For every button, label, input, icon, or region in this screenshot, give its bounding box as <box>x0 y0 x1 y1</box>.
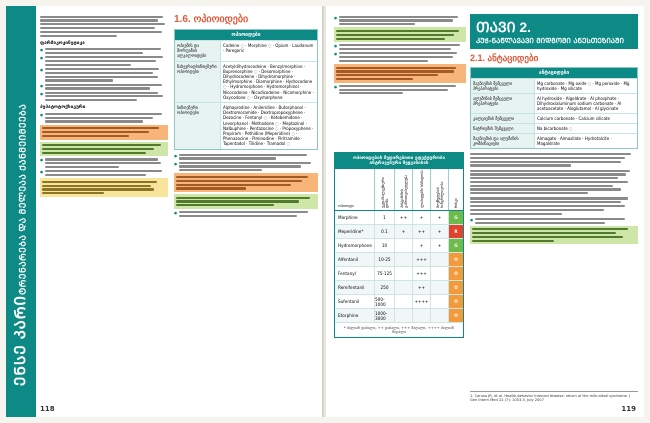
antacid-table <box>470 67 638 149</box>
histamine-value <box>395 295 413 308</box>
duration-value <box>431 309 449 322</box>
duration-value: + <box>431 239 449 252</box>
drug-name: Sufentanil <box>335 295 375 308</box>
col-header: ჰისტამინის გამოთავისუფლება <box>399 174 408 208</box>
antacid-text <box>470 153 638 244</box>
lipid-value: +++ <box>413 253 431 266</box>
risk-badge: G <box>449 239 463 252</box>
row-value: Codeine ◌ · Morphine ◌ · Opium · Laudanum · Paregoric <box>223 43 314 54</box>
col-header: მოქმედების ხანგრძლივობა <box>435 181 444 208</box>
lipid-value: ++ <box>413 225 431 238</box>
potency-value: 10-25 <box>375 253 395 266</box>
lipid-value: +++ <box>413 267 431 280</box>
subsection-heading: 2.1. ანტაციდები <box>470 53 539 63</box>
antacid-table-header: ანტაციდები <box>471 68 637 78</box>
potency-value: 10 <box>375 239 395 252</box>
potency-value: 250 <box>375 281 395 294</box>
drug-name: Hydromorphone <box>335 239 375 252</box>
potency-table-footnote: * ძალიან დაბალი, ++ დაბალი, +++ მაღალი, ++++ ძალიან მაღალი <box>344 326 454 334</box>
table-row <box>335 267 463 281</box>
table-row <box>471 78 637 93</box>
duration-value <box>431 267 449 280</box>
drug-name: Remifentanil <box>335 281 375 294</box>
col-header: ეკვიანალგეზიური დოზა <box>380 177 389 208</box>
duration-value: + <box>431 225 449 238</box>
row-value: Acetyldihydrocodeine · Benzylmorphine · Buprenorphine ◌ · Desomorphine · Dihydrocodeine · Dihydromorphine · Ethylmorphine · Diamorphine · Hydrocodone ◌ · Hydromorphone · Hydromorphinol · Nicocodeine · Nicodicodeine · Nicomorphine · Oxycodone ◌ · Oxymorphone <box>223 63 314 100</box>
table-row <box>335 211 463 225</box>
row-value: Mg carbonate · Mg oxide ◌ · Mg peroxide · Mg hydroxide · Mg silicate <box>537 81 630 91</box>
table-row <box>335 239 463 253</box>
drug-name: Etorphine <box>335 309 375 322</box>
right-page <box>326 6 644 417</box>
drug-name: Fentanyl <box>335 267 375 280</box>
potency-table-header <box>335 169 463 211</box>
opioid-potency-table <box>334 152 464 338</box>
reference-note: 1. Caruso JR, et al. Health-behavior induced disease: return of the milk-alkali syndrome. J Gen Intern Med 22 (7): 1053-5, July 2007 <box>470 391 638 403</box>
chapter-title: ᲙᲣᲭ-ᲜᲐᲬᲚᲐᲕᲐᲕᲘ ᲛᲘᲓᲒᲝᲛᲘ ᲐᲜᲔᲡᲗᲔᲖᲘᲐᲨᲘ <box>476 37 624 45</box>
lipid-value: + <box>413 239 431 252</box>
chapter-number: ᲗᲐᲕᲘ 2. <box>476 19 532 35</box>
row-label: კალციუმის შემცველი <box>471 114 535 123</box>
drug-name: Meperidine* <box>335 225 375 238</box>
lipid-value: ++ <box>413 281 431 294</box>
potency-value: 1 <box>375 211 395 224</box>
table-row <box>335 309 463 323</box>
risk-badge: G <box>449 211 463 224</box>
page-number-right: 119 <box>621 405 636 413</box>
histamine-value: + <box>395 225 413 238</box>
subheading: ფარმაკოკინეტიკა <box>40 40 85 46</box>
table-row <box>175 102 317 149</box>
table-row <box>335 295 463 309</box>
chapter-header <box>470 14 638 49</box>
col-header: ოპიოიდი <box>335 169 375 210</box>
row-value: Calcium carbonate · Calcium silicate <box>537 116 610 121</box>
table-row <box>471 123 637 133</box>
risk-badge: O <box>449 295 463 308</box>
histamine-value <box>395 267 413 280</box>
row-label: ნატრიუმის შემცველი <box>471 124 535 133</box>
potency-value: 1000-3000 <box>375 309 395 322</box>
row-label: სინთეზური ოპიოიდები <box>175 103 221 149</box>
row-label: ნახევრადსინთეზური ოპიოიდები <box>175 62 221 102</box>
banner-title-main: ᲔᲜᲡᲔ ᲙᲐᲠᲘ <box>12 295 29 386</box>
left-text-column <box>40 14 168 199</box>
table-row <box>335 253 463 267</box>
potency-value: 500-1000 <box>375 295 395 308</box>
opioid-table-header: ოპიოიდები <box>175 30 317 40</box>
table-row <box>175 40 317 61</box>
subheading: ჰეპატოტოქსიკური <box>40 105 86 111</box>
row-value: Alphaprodine · Anileridine · Butorphanol · Dextromoramide · Dextropropoxyphene · Dezocine · Fentanyl ◌ · Ketobemidone · Levorphanol · Methadone ◌ · Meptazinol · Nalbuphine · Pentazocine ◌ · Propoxyphene · Propiram · Pethidine (Meperidine) ◌ · Phenazocine · Piminodine · Piritramide · Tapentadol · Tilidine · Tramadol ◌ <box>223 105 314 147</box>
risk-badge: O <box>449 309 463 322</box>
potency-value: 0.1 <box>375 225 395 238</box>
row-label: ოპიუმის და მორფინის ალკალოიდები <box>175 41 221 61</box>
drug-name: Alfentanil <box>335 253 375 266</box>
opioid-notes <box>174 154 318 217</box>
lipid-value <box>413 309 431 322</box>
histamine-value <box>395 281 413 294</box>
drug-name: Morphine <box>335 211 375 224</box>
left-page <box>6 6 324 417</box>
lipid-value: ++++ <box>413 295 431 308</box>
right-text-column <box>334 14 466 96</box>
table-row <box>175 61 317 102</box>
duration-value <box>431 295 449 308</box>
risk-badge: O <box>449 267 463 280</box>
histamine-value <box>395 239 413 252</box>
risk-badge: O <box>449 253 463 266</box>
banner-title <box>9 16 33 386</box>
section-heading: 1.6. ოპიოიდები <box>174 14 249 25</box>
potency-value: 75-125 <box>375 267 395 280</box>
row-label: მაგნიუმის შემცველი პრეპარატები <box>471 79 535 93</box>
banner-subtitle: ᲢᲠᲔᲜᲐᲠᲔᲑᲐ ᲓᲐ ᲛᲔᲚᲔᲐᲐ ᲥᲐᲜᲛᲔᲘᲛᲔᲔᲑᲐ <box>17 103 28 296</box>
risk-badge: R <box>449 225 463 238</box>
chapter-column <box>470 14 638 246</box>
col-header: რისკი <box>454 197 458 208</box>
col-header: ლიპიდებში ხსნადობა <box>419 170 424 208</box>
histamine-value: ++ <box>395 211 413 224</box>
table-row <box>335 281 463 295</box>
vertical-banner <box>6 6 36 417</box>
table-row <box>471 133 637 148</box>
table-row <box>335 225 463 239</box>
opioid-column <box>174 14 318 219</box>
duration-value: + <box>431 211 449 224</box>
histamine-value <box>395 253 413 266</box>
row-label: მაგნიუმის და ალუმინის კომბინაციები <box>471 134 535 148</box>
risk-badge: O <box>449 281 463 294</box>
potency-table-title: ოპიოიდების შედარებითი ეფექტურობა ინტრავენური შეყვანისას <box>335 153 463 169</box>
histamine-value <box>395 309 413 322</box>
page-number-left: 118 <box>40 405 55 413</box>
row-value: Na bicarbonate ◌ <box>537 126 573 131</box>
table-row <box>471 113 637 123</box>
row-value: Al hydroxide · Algeldrate · Al phosphate · Dihydroxialuminum sodium carbonate · Al acetoacetate · Aloglutamol · Al glycinate <box>537 96 622 111</box>
paragraph-lines <box>40 16 168 37</box>
opioid-table <box>174 29 318 150</box>
duration-value <box>431 253 449 266</box>
lipid-value: + <box>413 211 431 224</box>
duration-value <box>431 281 449 294</box>
row-value: Almagate · Almasilate · Hydrotalcite · Magaldrate <box>537 136 612 146</box>
row-label: ალუმინის შემცველი პრეპარატები <box>471 94 535 113</box>
table-row <box>471 93 637 113</box>
